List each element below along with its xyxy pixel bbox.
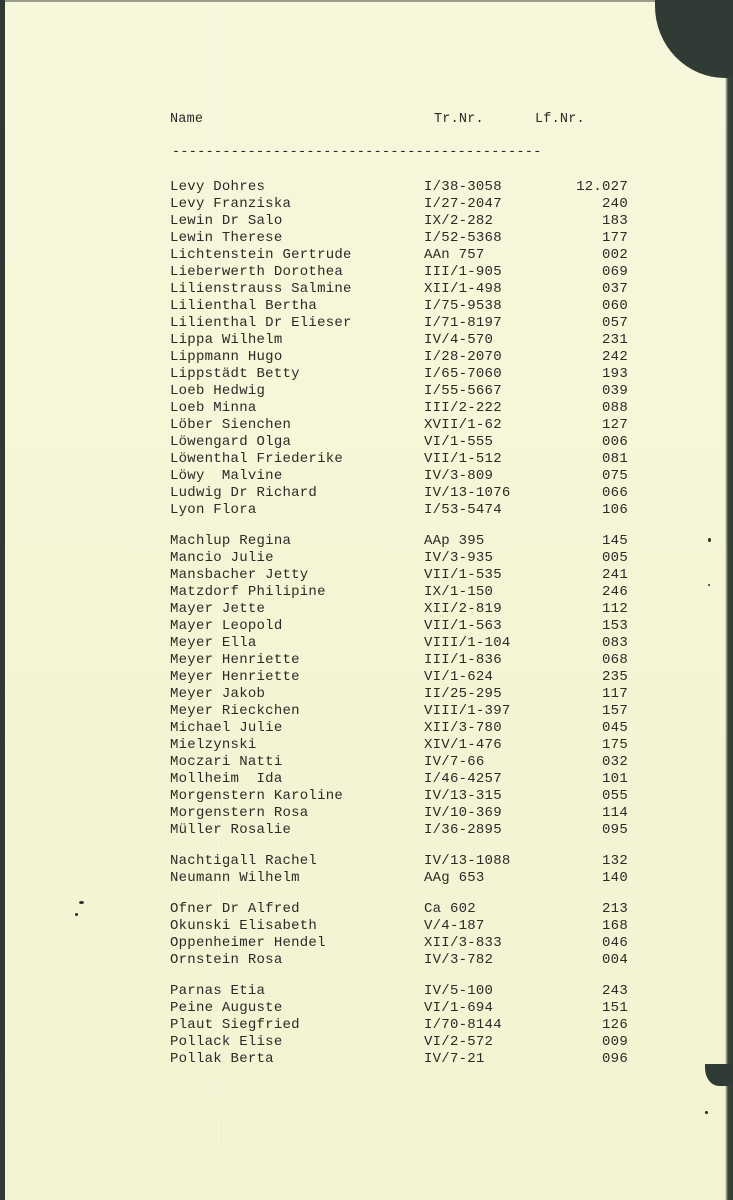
ink-speck	[708, 538, 711, 542]
list-row	[170, 771, 630, 788]
transport-number: AAg 653	[424, 870, 485, 886]
list-row	[170, 1017, 630, 1034]
serial-number: 083	[602, 635, 628, 651]
person-name: Nachtigall Rachel	[170, 853, 318, 869]
serial-number: 242	[602, 349, 628, 365]
transport-number: I/70-8144	[424, 1017, 502, 1033]
person-name: Lippstädt Betty	[170, 366, 300, 382]
transport-number: IV/13-315	[424, 788, 502, 804]
list-row	[170, 281, 630, 298]
person-name: Lippmann Hugo	[170, 349, 283, 365]
list-row	[170, 366, 630, 383]
transport-number: I/75-9538	[424, 298, 502, 314]
column-headers	[170, 112, 630, 130]
list-row	[170, 754, 630, 771]
person-name: Peine Auguste	[170, 1000, 283, 1016]
person-name: Parnas Etia	[170, 983, 266, 999]
person-name: Mansbacher Jetty	[170, 567, 309, 583]
serial-number: 069	[602, 264, 628, 280]
transport-number: I/28-2070	[424, 349, 502, 365]
person-name: Ofner Dr Alfred	[170, 901, 300, 917]
transport-number: AAp 395	[424, 533, 485, 549]
person-name: Plaut Siegfried	[170, 1017, 300, 1033]
transport-number: I/36-2895	[424, 822, 502, 838]
person-name: Mayer Leopold	[170, 618, 283, 634]
person-name: Mollheim Ida	[170, 771, 283, 787]
transport-number: V/4-187	[424, 918, 485, 934]
serial-number: 127	[602, 417, 628, 433]
list-row	[170, 502, 630, 519]
list-row	[170, 451, 630, 468]
transport-number: IV/4-570	[424, 332, 494, 348]
person-name: Neumann Wilhelm	[170, 870, 300, 886]
serial-number: 075	[602, 468, 628, 484]
transport-number: I/55-5667	[424, 383, 502, 399]
list-row	[170, 468, 630, 485]
transport-number: I/53-5474	[424, 502, 502, 518]
list-row	[170, 400, 630, 417]
list-row	[170, 805, 630, 822]
serial-number: 213	[602, 901, 628, 917]
transport-number: VI/1-624	[424, 669, 494, 685]
person-name: Löwenthal Friederike	[170, 451, 344, 467]
list-row	[170, 298, 630, 315]
serial-number: 168	[602, 918, 628, 934]
torn-edge-notch	[705, 1064, 733, 1086]
transport-number: IX/2-282	[424, 213, 494, 229]
person-name: Lyon Flora	[170, 502, 257, 518]
serial-number: 057	[602, 315, 628, 331]
transport-number: VII/1-535	[424, 567, 502, 583]
transport-number: VII/1-512	[424, 451, 502, 467]
transport-number: IV/10-369	[424, 805, 502, 821]
transport-number: I/27-2047	[424, 196, 502, 212]
person-name: Mancio Julie	[170, 550, 274, 566]
transport-number: VIII/1-104	[424, 635, 511, 651]
person-name: Pollak Berta	[170, 1051, 274, 1067]
person-name: Oppenheimer Hendel	[170, 935, 326, 951]
list-row	[170, 601, 630, 618]
serial-number: 117	[602, 686, 628, 702]
serial-number: 095	[602, 822, 628, 838]
transport-number: IV/13-1076	[424, 485, 511, 501]
serial-number: 240	[602, 196, 628, 212]
transport-number: VIII/1-397	[424, 703, 511, 719]
list-row	[170, 213, 630, 230]
list-row	[170, 230, 630, 247]
person-name: Ornstein Rosa	[170, 952, 283, 968]
list-row	[170, 417, 630, 434]
list-row	[170, 737, 630, 754]
list-row	[170, 533, 630, 550]
transport-number: IV/3-935	[424, 550, 494, 566]
transport-number: III/2-222	[424, 400, 502, 416]
person-name: Pollack Elise	[170, 1034, 283, 1050]
header-name: Name	[170, 112, 204, 127]
list-row	[170, 567, 630, 584]
transport-number: III/1-905	[424, 264, 502, 280]
person-name: Lilienthal Dr Elieser	[170, 315, 352, 331]
person-name: Löber Sienchen	[170, 417, 292, 433]
list-row	[170, 1034, 630, 1051]
serial-number: 12.027	[576, 179, 628, 195]
serial-number: 045	[602, 720, 628, 736]
person-name: Müller Rosalie	[170, 822, 292, 838]
transport-number: IV/3-782	[424, 952, 494, 968]
serial-number: 060	[602, 298, 628, 314]
transport-number: VII/1-563	[424, 618, 502, 634]
serial-number: 002	[602, 247, 628, 263]
transport-number: IV/7-66	[424, 754, 485, 770]
list-row	[170, 822, 630, 839]
serial-number: 243	[602, 983, 628, 999]
serial-number: 126	[602, 1017, 628, 1033]
list-row	[170, 983, 630, 1000]
letter-group-l	[170, 179, 630, 519]
list-row	[170, 485, 630, 502]
list-row	[170, 935, 630, 952]
serial-number: 004	[602, 952, 628, 968]
serial-number: 140	[602, 870, 628, 886]
transport-number: IV/3-809	[424, 468, 494, 484]
serial-number: 231	[602, 332, 628, 348]
ink-speck	[79, 901, 84, 904]
list-row	[170, 952, 630, 969]
ink-speck	[75, 913, 78, 916]
header-serial-number: Lf.Nr.	[535, 112, 585, 127]
person-name: Mielzynski	[170, 737, 257, 753]
dashed-separator: --------------------------------------------	[172, 146, 542, 160]
serial-number: 177	[602, 230, 628, 246]
person-name: Lilienstrauss Salmine	[170, 281, 352, 297]
person-name: Matzdorf Philipine	[170, 584, 326, 600]
list-row	[170, 669, 630, 686]
list-row	[170, 584, 630, 601]
list-row	[170, 720, 630, 737]
person-name: Meyer Ella	[170, 635, 257, 651]
transport-number: IV/5-100	[424, 983, 494, 999]
transport-number: I/38-3058	[424, 179, 502, 195]
list-row	[170, 635, 630, 652]
list-row	[170, 652, 630, 669]
transport-number: XII/2-819	[424, 601, 502, 617]
serial-number: 066	[602, 485, 628, 501]
header-transport-number: Tr.Nr.	[434, 112, 484, 127]
serial-number: 153	[602, 618, 628, 634]
transport-number: I/52-5368	[424, 230, 502, 246]
transport-number: I/71-8197	[424, 315, 502, 331]
list-row	[170, 383, 630, 400]
scan-top-edge	[0, 0, 733, 2]
serial-number: 106	[602, 502, 628, 518]
transport-number: VI/1-694	[424, 1000, 494, 1016]
person-name: Moczari Natti	[170, 754, 283, 770]
list-row	[170, 179, 630, 196]
serial-number: 009	[602, 1034, 628, 1050]
transport-number: I/46-4257	[424, 771, 502, 787]
transport-number: VI/1-555	[424, 434, 494, 450]
list-row	[170, 901, 630, 918]
serial-number: 088	[602, 400, 628, 416]
person-name: Levy Dohres	[170, 179, 266, 195]
person-name: Mayer Jette	[170, 601, 266, 617]
person-name: Löwengard Olga	[170, 434, 292, 450]
ink-speck	[705, 1111, 708, 1114]
person-name: Lippa Wilhelm	[170, 332, 283, 348]
transport-number: AAn 757	[424, 247, 485, 263]
person-name: Lichtenstein Gertrude	[170, 247, 352, 263]
list-row	[170, 870, 630, 887]
person-name: Meyer Jakob	[170, 686, 266, 702]
serial-number: 193	[602, 366, 628, 382]
serial-number: 157	[602, 703, 628, 719]
person-name: Lieberwerth Dorothea	[170, 264, 344, 280]
person-name: Lewin Dr Salo	[170, 213, 283, 229]
torn-corner	[655, 0, 733, 78]
transport-number: II/25-295	[424, 686, 502, 702]
serial-number: 112	[602, 601, 628, 617]
list-row	[170, 1051, 630, 1068]
ink-speck	[708, 584, 710, 586]
list-row	[170, 788, 630, 805]
scan-right-edge	[725, 0, 733, 1200]
list-row	[170, 434, 630, 451]
list-row	[170, 196, 630, 213]
person-name: Lewin Therese	[170, 230, 283, 246]
person-name: Meyer Henriette	[170, 669, 300, 685]
serial-number: 037	[602, 281, 628, 297]
transport-number: XII/3-833	[424, 935, 502, 951]
list-row	[170, 618, 630, 635]
serial-number: 114	[602, 805, 628, 821]
transport-number: VI/2-572	[424, 1034, 494, 1050]
list-row	[170, 918, 630, 935]
transport-number: I/65-7060	[424, 366, 502, 382]
person-name: Lilienthal Bertha	[170, 298, 318, 314]
letter-group-m	[170, 533, 630, 839]
serial-number: 145	[602, 533, 628, 549]
serial-number: 241	[602, 567, 628, 583]
person-name: Okunski Elisabeth	[170, 918, 318, 934]
transport-number: III/1-836	[424, 652, 502, 668]
transport-number: XVII/1-62	[424, 417, 502, 433]
serial-number: 006	[602, 434, 628, 450]
serial-number: 132	[602, 853, 628, 869]
person-name: Meyer Henriette	[170, 652, 300, 668]
serial-number: 039	[602, 383, 628, 399]
serial-number: 046	[602, 935, 628, 951]
list-row	[170, 247, 630, 264]
transport-number: IV/7-21	[424, 1051, 485, 1067]
serial-number: 032	[602, 754, 628, 770]
transport-number: Ca 602	[424, 901, 476, 917]
serial-number: 175	[602, 737, 628, 753]
person-name: Loeb Minna	[170, 400, 257, 416]
person-name: Michael Julie	[170, 720, 283, 736]
name-list	[170, 179, 630, 1082]
person-name: Morgenstern Rosa	[170, 805, 309, 821]
transport-number: XII/1-498	[424, 281, 502, 297]
letter-group-n	[170, 853, 630, 887]
person-name: Löwy Malvine	[170, 468, 283, 484]
serial-number: 096	[602, 1051, 628, 1067]
transport-number: IX/1-150	[424, 584, 494, 600]
list-row	[170, 1000, 630, 1017]
person-name: Meyer Rieckchen	[170, 703, 300, 719]
serial-number: 151	[602, 1000, 628, 1016]
serial-number: 081	[602, 451, 628, 467]
person-name: Machlup Regina	[170, 533, 292, 549]
serial-number: 101	[602, 771, 628, 787]
list-row	[170, 853, 630, 870]
letter-group-p	[170, 983, 630, 1068]
serial-number: 235	[602, 669, 628, 685]
serial-number: 005	[602, 550, 628, 566]
person-name: Morgenstern Karoline	[170, 788, 344, 804]
serial-number: 068	[602, 652, 628, 668]
transport-number: XIV/1-476	[424, 737, 502, 753]
letter-group-o	[170, 901, 630, 969]
person-name: Levy Franziska	[170, 196, 292, 212]
list-row	[170, 315, 630, 332]
person-name: Ludwig Dr Richard	[170, 485, 318, 501]
person-name: Loeb Hedwig	[170, 383, 266, 399]
transport-number: XII/3-780	[424, 720, 502, 736]
list-row	[170, 550, 630, 567]
list-row	[170, 686, 630, 703]
transport-number: IV/13-1088	[424, 853, 511, 869]
list-row	[170, 332, 630, 349]
list-row	[170, 264, 630, 281]
list-row	[170, 349, 630, 366]
serial-number: 246	[602, 584, 628, 600]
list-row	[170, 703, 630, 720]
serial-number: 183	[602, 213, 628, 229]
serial-number: 055	[602, 788, 628, 804]
scan-left-edge	[0, 0, 5, 1200]
